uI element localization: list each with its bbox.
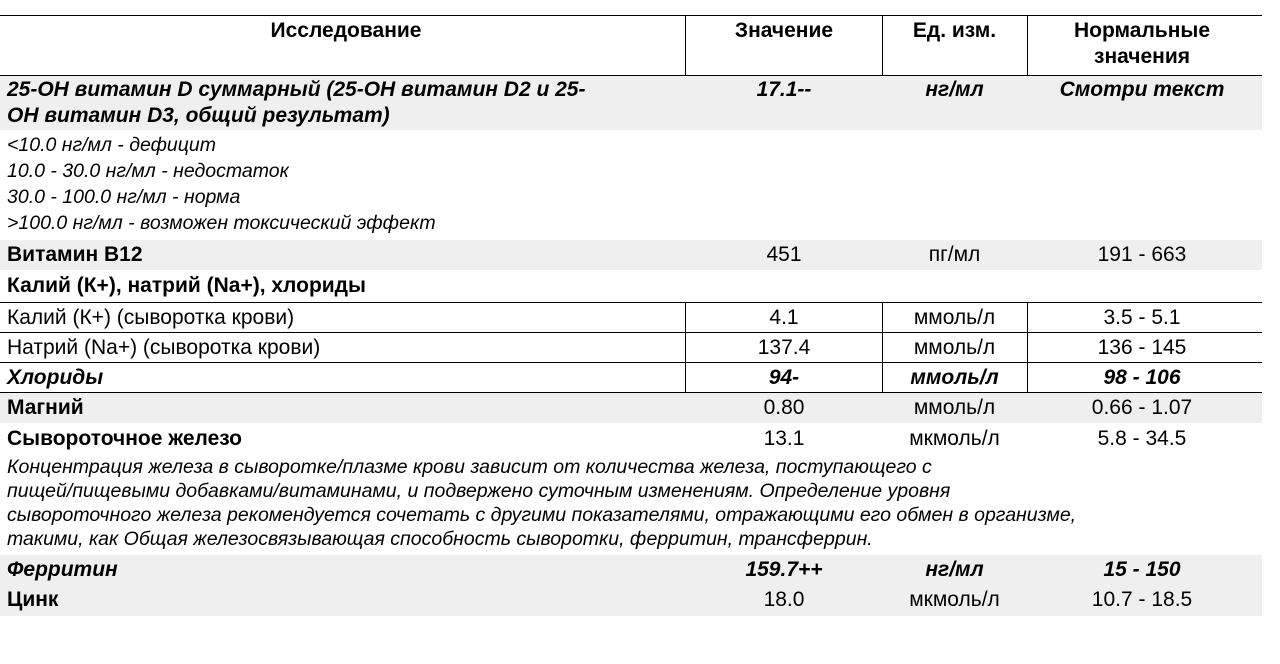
note-line: сывороточного железа рекомендуется сочетать с другими показателями, отражающими его обмен в организме,	[7, 504, 1077, 526]
note-line: 30.0 - 100.0 нг/мл - норма	[7, 186, 241, 208]
row-name: Натрий (Na+) (сыворотка крови)	[7, 336, 321, 359]
table-row-ferritin	[0, 555, 1262, 585]
table-row-magnesium	[0, 393, 1262, 423]
table-row-iron	[0, 423, 1262, 454]
row-unit: ммоль/л	[913, 306, 996, 329]
row-name: Цинк	[7, 588, 59, 611]
table-row-zinc	[0, 585, 1262, 616]
row-norm: 10.7 - 18.5	[1091, 588, 1193, 611]
row-norm: 98 - 106	[1103, 366, 1181, 389]
note-line: <10.0 нг/мл - дефицит	[7, 134, 216, 156]
row-value: 0.80	[763, 396, 805, 419]
row-name: Витамин B12	[7, 243, 143, 266]
note-line: Концентрация железа в сыворотке/плазме крови зависит от количества железа, поступающего с	[7, 456, 932, 478]
table-row-group-electrolytes	[0, 270, 1262, 303]
row-value: 451	[766, 243, 802, 266]
table-row-b12	[0, 240, 1262, 270]
row-value: 13.1	[763, 427, 805, 450]
header-norm-line2: значения	[1094, 45, 1190, 68]
row-name: Калий (К+) (сыворотка крови)	[7, 306, 295, 329]
row-norm: 0.66 - 1.07	[1091, 396, 1193, 419]
row-value: 137.4	[757, 336, 811, 359]
note-line: 10.0 - 30.0 нг/мл - недостаток	[7, 160, 289, 182]
row-name: Сывороточное железо	[7, 427, 242, 450]
row-norm: 3.5 - 5.1	[1103, 306, 1181, 329]
row-name: Хлориды	[7, 366, 104, 389]
row-norm: Смотри текст	[1059, 78, 1225, 101]
table-row-vitamin-d	[0, 76, 1262, 130]
row-value: 159.7++	[745, 558, 823, 581]
row-unit: мкмоль/л	[909, 588, 1000, 611]
row-name	[7, 77, 685, 129]
row-unit: ммоль/л	[913, 396, 996, 419]
note-line: >100.0 нг/мл - возможен токсический эффект	[7, 212, 436, 234]
group-name: Калий (К+), натрий (Na+), хлориды	[7, 274, 366, 297]
row-unit: нг/мл	[925, 78, 984, 101]
lab-results-table	[0, 15, 1262, 616]
row-unit: пг/мл	[928, 243, 981, 266]
header-test: Исследование	[270, 19, 422, 42]
row-unit: ммоль/л	[913, 336, 996, 359]
iron-notes	[0, 454, 1262, 555]
row-value: 17.1--	[756, 78, 812, 101]
note-line: пищей/пищевыми добавками/витаминами, и подвержено суточным изменениям. Определение уровня	[7, 480, 951, 502]
header-value: Значение	[734, 19, 834, 42]
row-unit: мкмоль/л	[909, 427, 1000, 450]
row-unit: нг/мл	[925, 558, 984, 581]
header-unit: Ед. изм.	[912, 19, 997, 42]
row-norm: 15 - 150	[1103, 558, 1181, 581]
vitamin-d-reference-notes	[0, 130, 1262, 240]
row-name-line2: ОН витамин D3, общий результат)	[7, 104, 390, 127]
row-norm: 5.8 - 34.5	[1097, 427, 1187, 450]
row-value: 4.1	[769, 306, 799, 329]
row-name-line1: 25-ОН витамин D суммарный (25-ОН витамин D2 и 25-	[7, 78, 586, 101]
row-value: 94-	[768, 366, 800, 389]
table-row-potassium	[0, 303, 1262, 333]
table-row-chlorides	[0, 363, 1262, 393]
table-row-sodium	[0, 333, 1262, 363]
row-unit: ммоль/л	[910, 366, 999, 389]
row-value: 18.0	[763, 588, 805, 611]
note-line: такими, как Общая железосвязывающая способность сыворотки, ферритин, трансферрин.	[7, 528, 873, 550]
header-norm-line1: Нормальные	[1073, 19, 1211, 42]
row-norm: 136 - 145	[1097, 336, 1187, 359]
table-header	[0, 15, 1262, 76]
row-norm: 191 - 663	[1097, 243, 1187, 266]
header-norm	[1028, 16, 1256, 70]
row-name: Ферритин	[7, 558, 118, 581]
row-name: Магний	[7, 396, 84, 419]
